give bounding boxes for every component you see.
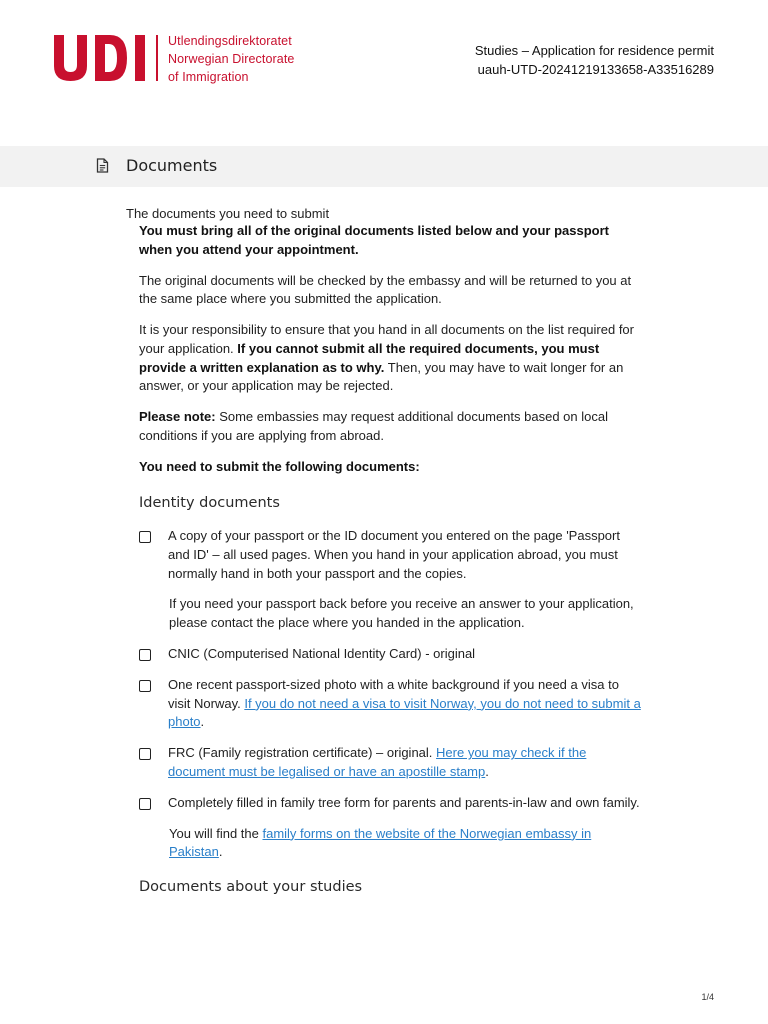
checklist-item-text <box>168 744 644 781</box>
udi-logo <box>54 35 294 86</box>
responsibility-text-b: Then, you may have to wait longer for an answer, or your application may be rejected. <box>139 359 624 394</box>
document-header-info <box>475 41 714 79</box>
checklist-item-family-tree <box>139 794 644 813</box>
checkbox[interactable] <box>139 531 151 543</box>
responsibility-paragraph <box>139 321 644 396</box>
checklist-item-text <box>168 676 644 732</box>
bring-originals-notice <box>139 222 644 259</box>
checkbox[interactable] <box>139 680 151 692</box>
checked-paragraph: The original documents will be checked by the embassy and will be returned to you at the same place where you submitted the application. <box>139 272 632 307</box>
main-content <box>139 222 644 911</box>
studies-documents-heading: Documents about your studies <box>139 879 363 896</box>
section-header <box>0 146 768 187</box>
please-note-paragraph <box>139 408 644 445</box>
checklist-item-passport-copy <box>139 527 644 583</box>
identity-documents-heading: Identity documents <box>139 495 280 512</box>
document-icon <box>96 158 109 178</box>
legalisation-check-link[interactable]: Here you may check if the document must be legalised or have an apostille stamp <box>168 745 587 779</box>
udi-logo-mark <box>54 35 146 81</box>
responsibility-text-a: It is your responsibility to ensure that you hand in all documents on the list required for your application. <box>139 322 634 356</box>
frc-text: FRC (Family registration certificate) – original. <box>168 745 437 761</box>
please-note-label: Please note: <box>139 409 216 425</box>
passport-return-note: If you need your passport back before you receive an answer to your application, please contact the place where you handed in the application. <box>169 596 634 631</box>
checkbox[interactable] <box>139 798 151 810</box>
checklist-item-photo <box>139 676 644 732</box>
logo-divider <box>156 35 158 81</box>
logo-line-2: Norwegian Directorate <box>168 52 295 66</box>
responsibility-bold: If you cannot submit all the required documents, you must provide a written explanation as to why. <box>139 340 600 375</box>
section-title: Documents <box>126 156 218 175</box>
page-number: 1/4 <box>701 992 714 1002</box>
bring-originals-text: You must bring all of the original documents listed below and your passport when you attend your appointment. <box>139 223 609 257</box>
please-note-text: Some embassies may request additional documents based on local conditions if you are applying from abroad. <box>139 409 608 443</box>
checklist-item-cnic <box>139 645 644 664</box>
checkbox[interactable] <box>139 748 151 760</box>
submit-following-paragraph <box>139 458 644 477</box>
photo-text: One recent passport-sized photo with a white background if you need a visa to visit Norway. <box>168 676 619 711</box>
checklist-item-text: CNIC (Computerised National Identity Card) - original <box>168 646 476 662</box>
submit-following-text: You need to submit the following documents: <box>139 458 420 474</box>
document-title: Studies – Application for residence permit <box>474 43 714 58</box>
checklist-item-text: Completely filled in family tree form for parents and parents-in-law and own family. <box>168 794 640 810</box>
checkbox[interactable] <box>139 649 151 661</box>
family-forms-end: . <box>218 844 223 860</box>
family-forms-link[interactable]: family forms on the website of the Norwegian embassy in Pakistan <box>169 825 592 860</box>
logo-line-3: of Immigration <box>168 70 249 84</box>
photo-end: . <box>200 714 205 730</box>
checklist-item-text: A copy of your passport or the ID document you entered on the page 'Passport and ID' – all used pages. When you hand in your application abroad, you must normally hand in both your passport and the copies. <box>168 528 620 581</box>
document-reference: uauh-UTD-20241219133658-A33516289 <box>477 62 714 77</box>
family-forms-note <box>169 825 644 862</box>
checklist-item-frc <box>139 744 644 781</box>
family-forms-text: You will find the <box>169 825 263 841</box>
intro-label: The documents you need to submit <box>126 206 330 221</box>
logo-wordmark <box>168 32 294 86</box>
logo-line-1: Utlendingsdirektoratet <box>168 34 292 48</box>
no-visa-photo-link[interactable]: If you do not need a visa to visit Norway, you do not need to submit a photo <box>168 695 641 730</box>
frc-end: . <box>485 763 489 779</box>
